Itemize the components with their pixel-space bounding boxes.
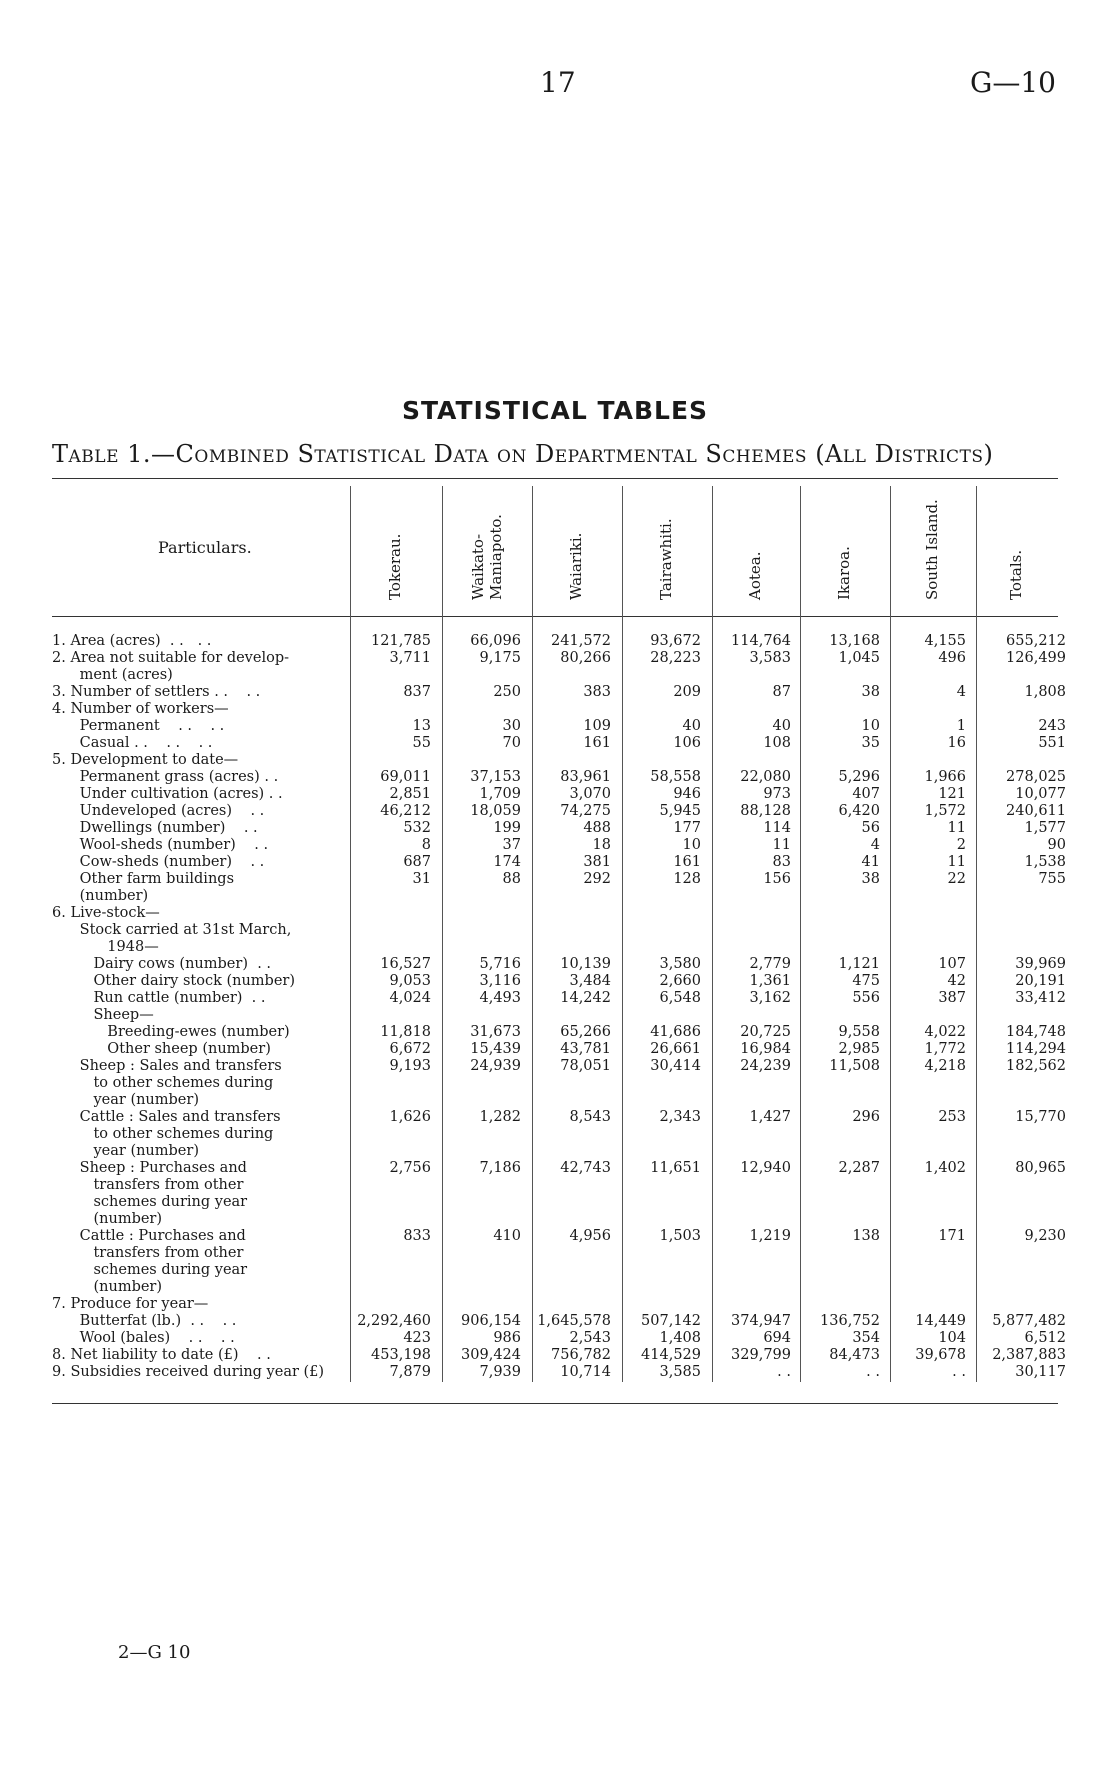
row-label: Wool (bales) . . . .	[52, 1330, 235, 1346]
row-label: to other schemes during	[52, 1126, 274, 1142]
table-cell: 16,527	[380, 956, 431, 972]
table-cell: 1,361	[749, 973, 791, 989]
row-label: 6. Live-stock—	[52, 905, 160, 921]
table-cell: 1,772	[924, 1041, 966, 1057]
table-cell: 16,984	[740, 1041, 791, 1057]
row-label: 2. Area not suitable for develop-	[52, 650, 290, 666]
page-code: G—10	[970, 66, 1056, 99]
table-cell: 253	[938, 1109, 966, 1125]
table-cell: 138	[852, 1228, 880, 1244]
table-cell: 9,558	[838, 1024, 880, 1040]
table-cell: 7,939	[479, 1364, 521, 1380]
table-cell: 38	[861, 684, 880, 700]
table-caption	[52, 440, 993, 468]
table-cell: 383	[583, 684, 611, 700]
row-label: Cattle : Purchases and	[52, 1228, 246, 1244]
column-divider	[532, 486, 533, 1382]
table-cell: 43,781	[560, 1041, 611, 1057]
table-cell: 3,585	[659, 1364, 701, 1380]
table-cell: 2,292,460	[357, 1313, 431, 1329]
table-cell: 4,024	[389, 990, 431, 1006]
table-cell: 78,051	[560, 1058, 611, 1074]
table-cell: 3,580	[659, 956, 701, 972]
table-cell: 109	[583, 718, 611, 734]
table-cell: 278,025	[1006, 769, 1066, 785]
table-cell: 136,752	[820, 1313, 880, 1329]
table-cell: 507,142	[641, 1313, 701, 1329]
page-number: 17	[540, 66, 576, 99]
table-cell: . .	[866, 1364, 880, 1380]
row-label: Undeveloped (acres) . .	[52, 803, 265, 819]
table-cell: 6,672	[389, 1041, 431, 1057]
table-cell: 4,493	[479, 990, 521, 1006]
table-cell: 38	[861, 871, 880, 887]
table-cell: 70	[502, 735, 521, 751]
table-cell: 3,162	[749, 990, 791, 1006]
table-cell: 161	[583, 735, 611, 751]
table-cell: 42,743	[560, 1160, 611, 1176]
table-cell: 1,427	[749, 1109, 791, 1125]
column-divider	[622, 486, 623, 1382]
table-cell: 5,716	[479, 956, 521, 972]
row-label: 3. Number of settlers . . . .	[52, 684, 261, 700]
table-cell: 30,414	[650, 1058, 701, 1074]
table-cell: 5,877,482	[992, 1313, 1066, 1329]
column-header: Waiariki.	[567, 532, 585, 600]
table-cell: 28,223	[650, 650, 701, 666]
table-cell: 69,011	[380, 769, 431, 785]
table-cell: 11,508	[829, 1058, 880, 1074]
table-cell: 475	[852, 973, 880, 989]
table-cell: 4	[956, 684, 966, 700]
table-cell: 243	[1038, 718, 1066, 734]
table-cell: 90	[1047, 837, 1066, 853]
table-cell: 10,714	[560, 1364, 611, 1380]
row-label: year (number)	[52, 1143, 199, 1159]
table-cell: 41	[861, 854, 880, 870]
table-cell: 833	[403, 1228, 431, 1244]
row-label: Other sheep (number)	[52, 1041, 271, 1057]
column-divider	[442, 486, 443, 1382]
table-cell: 80,266	[560, 650, 611, 666]
table-cell: 128	[673, 871, 701, 887]
table-cell: 31	[412, 871, 431, 887]
table-cell: 6,420	[838, 803, 880, 819]
table-cell: 161	[673, 854, 701, 870]
column-divider	[800, 486, 801, 1382]
column-header: Waikato- Maniapoto.	[469, 514, 505, 600]
table-cell: 2,985	[838, 1041, 880, 1057]
table-cell: 906,154	[461, 1313, 521, 1329]
row-label: Sheep : Sales and transfers	[52, 1058, 282, 1074]
table-caption-prefix: Table 1.	[52, 440, 152, 468]
column-divider	[890, 486, 891, 1382]
table-cell: 2,387,883	[992, 1347, 1066, 1363]
table-cell: 9,053	[389, 973, 431, 989]
table-cell: 15,439	[470, 1041, 521, 1057]
table-cell: 3,070	[569, 786, 611, 802]
table-cell: 114,294	[1006, 1041, 1066, 1057]
row-label: Permanent grass (acres) . .	[52, 769, 279, 785]
table-cell: 18,059	[470, 803, 521, 819]
table-cell: 1,282	[479, 1109, 521, 1125]
table-cell: 986	[493, 1330, 521, 1346]
table-cell: 4,956	[569, 1228, 611, 1244]
table-cell: 80,965	[1015, 1160, 1066, 1176]
table-cell: 1,121	[838, 956, 880, 972]
table-caption-text: —Combined Statistical Data on Departmental Schemes (All Districts)	[151, 440, 994, 468]
table-cell: 11	[947, 854, 966, 870]
table-cell: 1,645,578	[537, 1313, 611, 1329]
table-cell: 13	[412, 718, 431, 734]
table-cell: 4	[870, 837, 880, 853]
table-cell: 240,611	[1006, 803, 1066, 819]
table-cell: 12,940	[740, 1160, 791, 1176]
row-label: Other dairy stock (number)	[52, 973, 296, 989]
table-cell: 114,764	[731, 633, 791, 649]
table-cell: 453,198	[371, 1347, 431, 1363]
row-label: 5. Development to date—	[52, 752, 239, 768]
table-cell: 3,711	[389, 650, 431, 666]
table-cell: 10,077	[1015, 786, 1066, 802]
table-cell: 496	[938, 650, 966, 666]
table-cell: 114	[763, 820, 791, 836]
table-cell: 4,155	[924, 633, 966, 649]
table-cell: 5,296	[838, 769, 880, 785]
table-cell: 46,212	[380, 803, 431, 819]
table-cell: 11,818	[380, 1024, 431, 1040]
column-divider	[976, 486, 977, 1382]
table-cell: 1,808	[1024, 684, 1066, 700]
table-cell: 1,966	[924, 769, 966, 785]
table-cell: 354	[852, 1330, 880, 1346]
table-cell: 241,572	[551, 633, 611, 649]
row-label: 8. Net liability to date (£) . .	[52, 1347, 271, 1363]
table-cell: 177	[673, 820, 701, 836]
row-label: Breeding-ewes (number)	[52, 1024, 290, 1040]
table-cell: 106	[673, 735, 701, 751]
table-cell: 88,128	[740, 803, 791, 819]
table-cell: 655,212	[1006, 633, 1066, 649]
row-label: Permanent . . . .	[52, 718, 225, 734]
table-cell: 35	[861, 735, 880, 751]
table-cell: 11,651	[650, 1160, 701, 1176]
table-cell: 84,473	[829, 1347, 880, 1363]
table-cell: 488	[583, 820, 611, 836]
table-cell: 6,548	[659, 990, 701, 1006]
table-cell: 66,096	[470, 633, 521, 649]
table-cell: 250	[493, 684, 521, 700]
table-cell: 88	[502, 871, 521, 887]
table-cell: 329,799	[731, 1347, 791, 1363]
row-label: Cattle : Sales and transfers	[52, 1109, 281, 1125]
table-cell: 20,725	[740, 1024, 791, 1040]
table-cell: 39,678	[915, 1347, 966, 1363]
table-cell: 296	[852, 1109, 880, 1125]
row-label: Other farm buildings	[52, 871, 235, 887]
table-cell: 10,139	[560, 956, 611, 972]
table-cell: 2,543	[569, 1330, 611, 1346]
table-cell: 58,558	[650, 769, 701, 785]
table-cell: 42	[947, 973, 966, 989]
table-cell: 7,879	[389, 1364, 431, 1380]
table-cell: 22	[947, 871, 966, 887]
row-label: transfers from other	[52, 1177, 244, 1193]
table-cell: 694	[763, 1330, 791, 1346]
column-divider	[350, 486, 351, 1382]
table-cell: 40	[772, 718, 791, 734]
table-cell: 30	[502, 718, 521, 734]
table-cell: 174	[493, 854, 521, 870]
column-header: Ikaroa.	[835, 546, 853, 600]
table-cell: 182,562	[1006, 1058, 1066, 1074]
table-cell: 1,538	[1024, 854, 1066, 870]
table-cell: 121,785	[371, 633, 431, 649]
column-header: Aotea.	[746, 551, 764, 600]
table-cell: 8	[421, 837, 431, 853]
row-label: Dairy cows (number) . .	[52, 956, 272, 972]
table-cell: 184,748	[1006, 1024, 1066, 1040]
table-cell: 837	[403, 684, 431, 700]
table-cell: 946	[673, 786, 701, 802]
table-top-rule	[52, 478, 1058, 479]
header-bottom-rule	[52, 616, 1058, 617]
table-cell: . .	[777, 1364, 791, 1380]
row-label: Run cattle (number) . .	[52, 990, 266, 1006]
table-cell: 121	[938, 786, 966, 802]
row-label: 4. Number of workers—	[52, 701, 229, 717]
table-cell: 1,045	[838, 650, 880, 666]
table-cell: 11	[772, 837, 791, 853]
footer-code: 2—G 10	[118, 1642, 191, 1663]
table-cell: 209	[673, 684, 701, 700]
table-cell: 26,661	[650, 1041, 701, 1057]
row-label: ment (acres)	[52, 667, 173, 683]
table-cell: 1,626	[389, 1109, 431, 1125]
row-label: Casual . . . . . .	[52, 735, 213, 751]
row-label: Dwellings (number) . .	[52, 820, 258, 836]
table-cell: 14,242	[560, 990, 611, 1006]
table-cell: 381	[583, 854, 611, 870]
table-cell: 4,218	[924, 1058, 966, 1074]
table-cell: 31,673	[470, 1024, 521, 1040]
row-label: schemes during year	[52, 1262, 248, 1278]
table-cell: 973	[763, 786, 791, 802]
table-cell: 9,230	[1024, 1228, 1066, 1244]
table-cell: 20,191	[1015, 973, 1066, 989]
table-cell: 199	[493, 820, 521, 836]
column-divider	[712, 486, 713, 1382]
table-cell: 37	[502, 837, 521, 853]
table-cell: 6,512	[1024, 1330, 1066, 1346]
row-label: Sheep—	[52, 1007, 154, 1023]
table-cell: 292	[583, 871, 611, 887]
table-cell: 156	[763, 871, 791, 887]
table-cell: 551	[1038, 735, 1066, 751]
table-cell: 15,770	[1015, 1109, 1066, 1125]
row-label: 9. Subsidies received during year (£)	[52, 1364, 325, 1380]
table-cell: 3,116	[479, 973, 521, 989]
table-cell: 9,175	[479, 650, 521, 666]
table-cell: 24,239	[740, 1058, 791, 1074]
table-cell: 18	[592, 837, 611, 853]
table-cell: 93,672	[650, 633, 701, 649]
table-cell: 2,343	[659, 1109, 701, 1125]
table-cell: 2,756	[389, 1160, 431, 1176]
row-label: year (number)	[52, 1092, 199, 1108]
table-cell: 39,969	[1015, 956, 1066, 972]
table-cell: 1,709	[479, 786, 521, 802]
row-label: Stock carried at 31st March,	[52, 922, 292, 938]
table-cell: 65,266	[560, 1024, 611, 1040]
table-cell: 41,686	[650, 1024, 701, 1040]
table-cell: 108	[763, 735, 791, 751]
table-cell: 4,022	[924, 1024, 966, 1040]
table-cell: 10	[861, 718, 880, 734]
table-cell: 56	[861, 820, 880, 836]
table-cell: 9,193	[389, 1058, 431, 1074]
column-header: Tokerau.	[386, 533, 404, 600]
table-cell: 1,503	[659, 1228, 701, 1244]
table-cell: 3,583	[749, 650, 791, 666]
table-cell: 16	[947, 735, 966, 751]
table-cell: 756,782	[551, 1347, 611, 1363]
table-cell: 687	[403, 854, 431, 870]
table-cell: 37,153	[470, 769, 521, 785]
row-label: 1948—	[52, 939, 159, 955]
row-label: Wool-sheds (number) . .	[52, 837, 269, 853]
table-cell: 1,572	[924, 803, 966, 819]
row-label: Butterfat (lb.) . . . .	[52, 1313, 237, 1329]
table-cell: 107	[938, 956, 966, 972]
table-cell: 309,424	[461, 1347, 521, 1363]
row-label: transfers from other	[52, 1245, 244, 1261]
table-cell: 104	[938, 1330, 966, 1346]
row-label: to other schemes during	[52, 1075, 274, 1091]
row-label: Sheep : Purchases and	[52, 1160, 247, 1176]
table-cell: 13,168	[829, 633, 880, 649]
table-cell: 2,851	[389, 786, 431, 802]
table-cell: 755	[1038, 871, 1066, 887]
row-label: (number)	[52, 1279, 163, 1295]
table-cell: . .	[952, 1364, 966, 1380]
row-label: (number)	[52, 888, 149, 904]
column-header: Tairawhiti.	[657, 518, 675, 600]
table-cell: 87	[772, 684, 791, 700]
table-cell: 2	[956, 837, 966, 853]
table-cell: 1,408	[659, 1330, 701, 1346]
table-cell: 414,529	[641, 1347, 701, 1363]
table-cell: 33,412	[1015, 990, 1066, 1006]
table-cell: 5,945	[659, 803, 701, 819]
table-cell: 14,449	[915, 1313, 966, 1329]
table-cell: 2,660	[659, 973, 701, 989]
row-label: Under cultivation (acres) . .	[52, 786, 283, 802]
table-cell: 374,947	[731, 1313, 791, 1329]
table-cell: 11	[947, 820, 966, 836]
table-cell: 10	[682, 837, 701, 853]
table-cell: 24,939	[470, 1058, 521, 1074]
row-label: Cow-sheds (number) . .	[52, 854, 265, 870]
table-cell: 423	[403, 1330, 431, 1346]
particulars-header: Particulars.	[158, 538, 252, 557]
row-label: 7. Produce for year—	[52, 1296, 209, 1312]
table-cell: 1,577	[1024, 820, 1066, 836]
table-cell: 3,484	[569, 973, 611, 989]
table-cell: 7,186	[479, 1160, 521, 1176]
page-title: STATISTICAL TABLES	[401, 396, 709, 425]
table-cell: 410	[493, 1228, 521, 1244]
column-header: South Island.	[923, 499, 941, 600]
table-cell: 407	[852, 786, 880, 802]
table-cell: 83,961	[560, 769, 611, 785]
row-label: 1. Area (acres) . . . .	[52, 633, 212, 649]
table-cell: 55	[412, 735, 431, 751]
table-cell: 40	[682, 718, 701, 734]
table-cell: 1,219	[749, 1228, 791, 1244]
table-cell: 2,287	[838, 1160, 880, 1176]
table-cell: 83	[772, 854, 791, 870]
table-cell: 2,779	[749, 956, 791, 972]
row-label: schemes during year	[52, 1194, 248, 1210]
table-bottom-rule	[52, 1403, 1058, 1404]
table-cell: 126,499	[1006, 650, 1066, 666]
table-cell: 387	[938, 990, 966, 1006]
row-label: (number)	[52, 1211, 163, 1227]
table-cell: 171	[938, 1228, 966, 1244]
column-header: Totals.	[1007, 549, 1025, 600]
table-cell: 8,543	[569, 1109, 611, 1125]
table-cell: 556	[852, 990, 880, 1006]
table-cell: 1	[956, 718, 966, 734]
table-cell: 532	[403, 820, 431, 836]
table-cell: 30,117	[1015, 1364, 1066, 1380]
table-cell: 1,402	[924, 1160, 966, 1176]
table-cell: 74,275	[560, 803, 611, 819]
table-cell: 22,080	[740, 769, 791, 785]
